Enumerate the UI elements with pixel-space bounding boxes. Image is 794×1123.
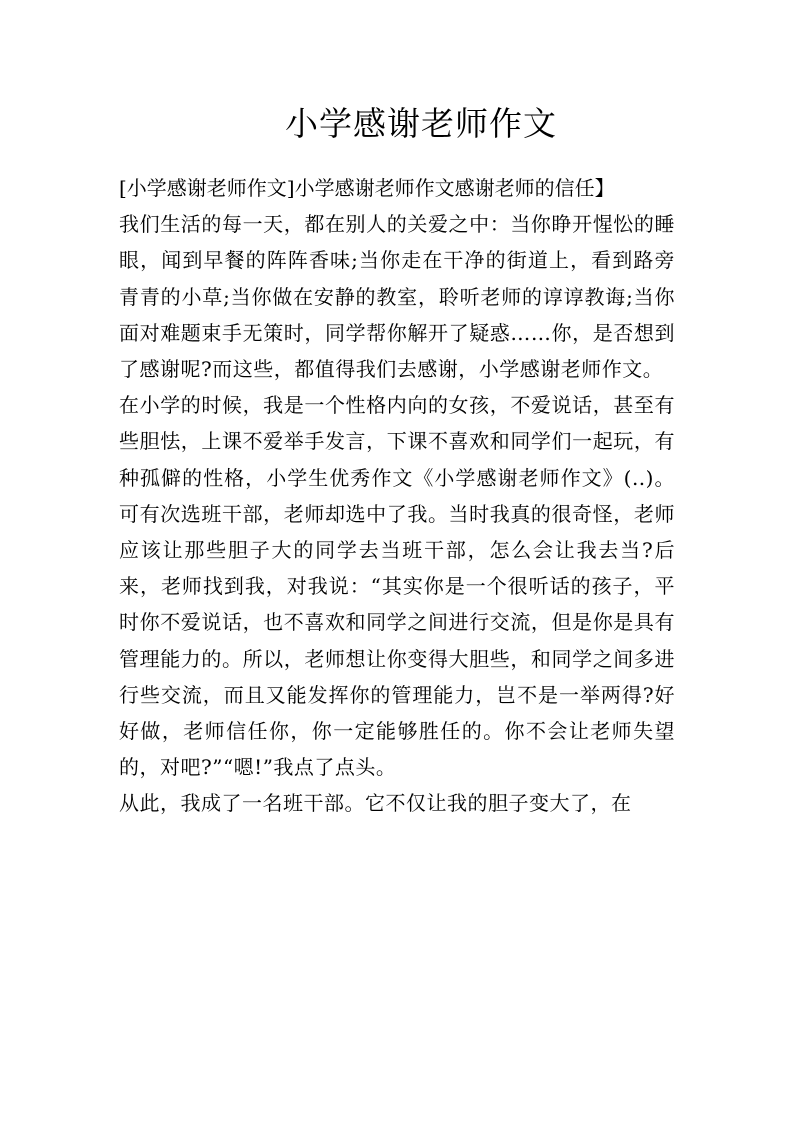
paragraph-1: 我们生活的每一天，都在别人的关爱之中：当你睁开惺忪的睡眼，闻到早餐的阵阵香味;当你走在干净的街道上，看到路旁青青的小草;当你做在安静的教室，聆听老师的谆谆教诲;当你面对难题束手无策时，同学帮你解开了疑惑……你，是否想到了感谢呢?而这些，都值得我们去感谢，小学感谢老师作文。 [119,212,675,382]
paragraph-3: 从此，我成了一名班干部。它不仅让我的胆子变大了，在 [119,791,632,816]
paragraph-2: 在小学的时候，我是一个性格内向的女孩，不爱说话，甚至有些胆怯，上课不爱举手发言，下课不喜欢和同学们一起玩，有种孤僻的性格，小学生优秀作文《小学感谢老师作文》(..)。可有次选班干部，老师却选中了我。当时我真的很奇怪，老师应该让那些胆子大的同学去当班干部，怎么会让我去当?后来，老师找到我，对我说：“其实你是一个很听话的孩子，平时你不爱说话，也不喜欢和同学之间进行交流，但是你是具有管理能力的。所以，老师想让你变得大胆些，和同学之间多进行些交流，而且又能发挥你的管理能力，岂不是一举两得?好好做，老师信任你，你一定能够胜任的。你不会让老师失望的，对吧?”“嗯!”我点了点头。 [119,393,675,780]
document-body [119,170,675,822]
document-subtitle: [小学感谢老师作文]小学感谢老师作文感谢老师的信任】 [119,176,615,200]
document-title: 小学感谢老师作文 [285,104,557,143]
